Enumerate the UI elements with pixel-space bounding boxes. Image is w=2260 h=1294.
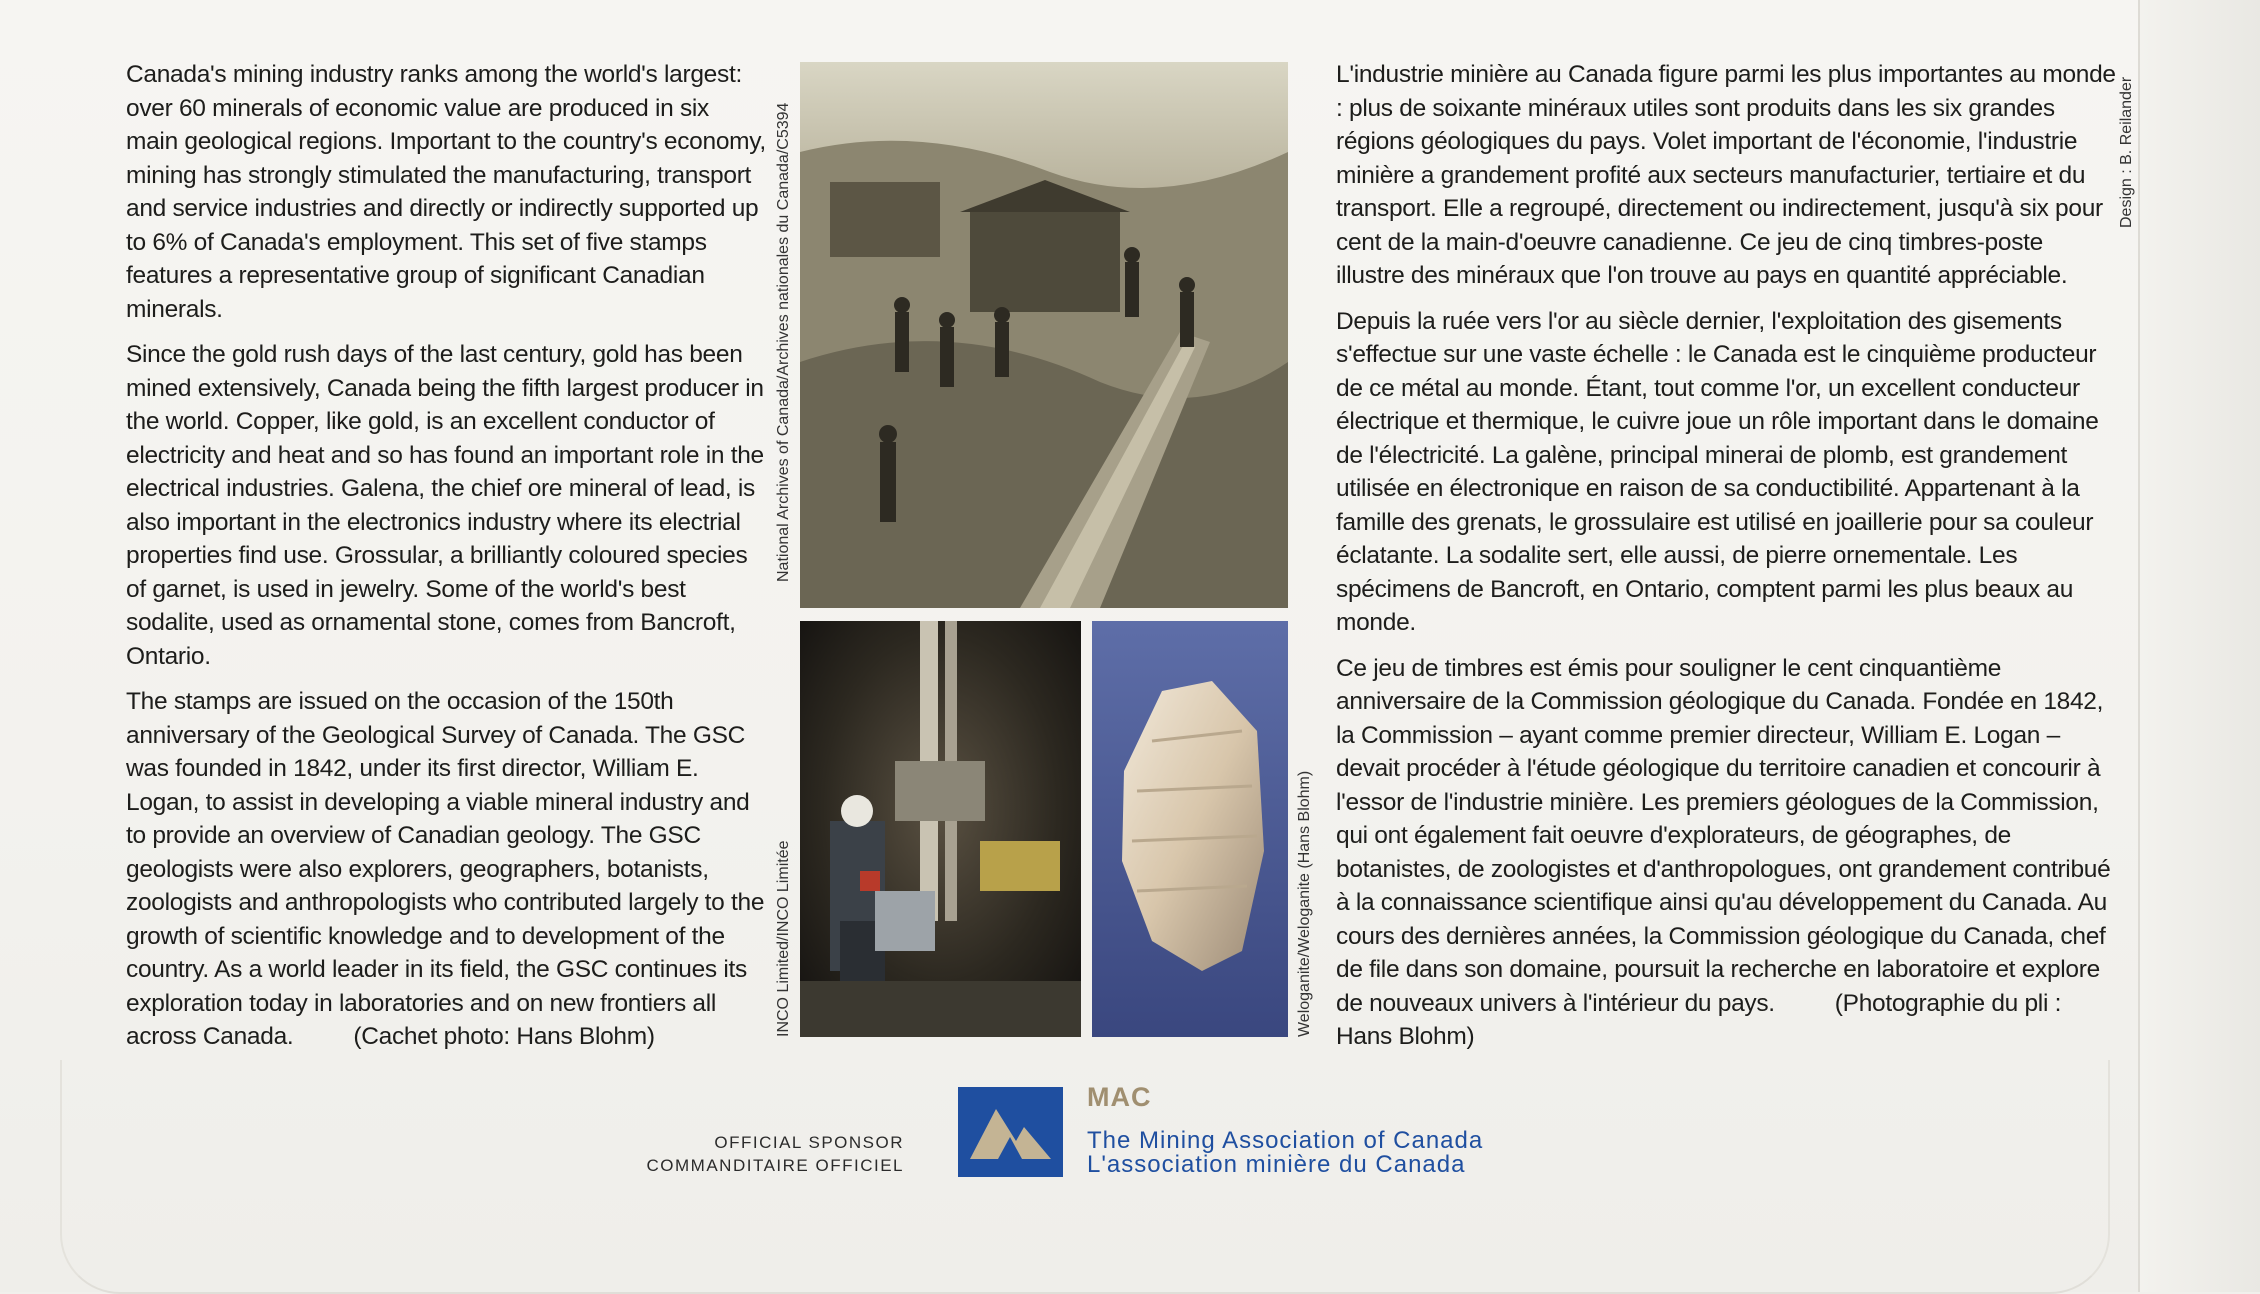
french-paragraph-2: Depuis la ruée vers l'or au siècle dernier, l'exploitation des gisements s'effectue sur une vaste échelle : le Canada est le cinquième producteur de ce métal au monde. Étant, tout comme l'or, un excellent conducteur électrique et thermique, le cuivre joue un rôle important dans le domaine de l'électricité. La galène, principal minerai de plomb, est grandement utilisée en électronique en raison de sa conductibilité. Appartenant à la famille des grenats, le grossulaire est utilisé en joaillerie pour sa couleur éclatante. La sodalite sert, elle aussi, de pierre ornementale. Les spécimens de Bancroft, en Ontario, comptent parmi les plus beaux au monde. [1336, 307, 2099, 636]
inco-photo-credit: INCO Limited/INCO Limitée [775, 840, 792, 1037]
french-photo-credit: (Photographie du pli : Hans Blohm) [1336, 989, 2062, 1050]
mac-abbreviation: MAC [1087, 1082, 1152, 1112]
envelope-bottom-flap [60, 1060, 2110, 1294]
design-credit: Design : B. Reilander [2118, 76, 2135, 228]
french-paragraph-1: L'industrie minière au Canada figure parmi les plus importantes au monde : plus de soixante minéraux utiles sont produits dans les six grandes régions géologiques du pays. Volet important de l'économie, l'industrie minière a grandement profité aux secteurs manufacturier, tertiaire et du transport. Elle a regroupé, directement ou indirectement, jusqu'à six pour cent de la main-d'oeuvre canadienne. Ce jeu de cinq timbres-poste illustre des minéraux que l'on trouve au pays en quantité appréciable. [1336, 61, 2116, 289]
mac-logo [958, 1087, 1063, 1177]
english-paragraph-2: Since the gold rush days of the last century, gold has been mined extensively, Canada being the fifth largest producer in the world. Copper, like gold, is an excellent conductor of electricity and heat and so has found an important role in the electrical industries. Galena, the chief ore mineral of lead, is also important in the electronics industry where its electrial properties find use. Grossular, a brilliantly coloured species of garnet, is used in jewelry. Some of the world's best sodalite, used as ornamental stone, comes from Bancroft, Ontario. [126, 341, 764, 670]
english-photo-credit: (Cachet photo: Hans Blohm) [353, 1023, 655, 1050]
sponsor-label-en: OFFICIAL SPONSOR [714, 1133, 904, 1152]
english-paragraph-3 [126, 685, 766, 1054]
french-text-column [1336, 58, 2116, 1066]
mac-full-name [1087, 1129, 1483, 1177]
english-paragraph-3-text: The stamps are issued on the occasion of the 150th anniversary of the Geological Survey of Canada. The GSC was founded in 1842, under its first director, William E. Logan, to assist in developing a viable mineral industry and to provide an overview of Canadian geology. The GSC geologists were also explorers, geographers, botanists, zoologists and anthropologists who contributed largely to the growth of scientific knowledge and to development of the country. As a world leader in its field, the GSC continues its exploration today in laboratories and on new frontiers all across Canada. [126, 688, 765, 1050]
underground-drilling-photo [800, 621, 1081, 1037]
mac-name-en: The Mining Association of Canada [1087, 1127, 1484, 1154]
envelope-side-flap [2138, 0, 2260, 1292]
mac-name-fr: L'association minière du Canada [1087, 1151, 1466, 1178]
archive-photo-credit: National Archives of Canada/Archives nationales du Canada/C5394 [775, 102, 792, 582]
french-paragraph-3 [1336, 652, 2116, 1054]
sponsor-label-fr: COMMANDITAIRE OFFICIEL [646, 1156, 904, 1175]
official-sponsor-label [647, 1131, 904, 1177]
english-paragraph-1: Canada's mining industry ranks among the world's largest: over 60 minerals of economic value are produced in six main geological regions. Important to the country's economy, mining has strongly stimulated the manufacturing, transport and service industries and directly or indirectly supported up to 6% of Canada's employment. This set of five stamps features a representative group of significant Canadian minerals. [126, 61, 766, 323]
gold-rush-archive-photo [800, 62, 1288, 608]
french-paragraph-3-text: Ce jeu de timbres est émis pour souligner le cent cinquantième anniversaire de la Commission géologique du Canada. Fondée en 1842, la Commission – ayant comme premier directeur, William E. Logan – devait procéder à l'étude géologique du territoire canadien et concourir à l'essor de l'industrie minière. Les premiers géologues de la Commission, qui ont également fait oeuvre d'explorateurs, de géographes, de botanistes, de zoologistes et d'anthropologues, ont grandement contribué à la connaissance scientifique ainsi qu'au développement du Canada. Au cours des dernières années, la Commission géologique du Canada, chef de file dans son domaine, poursuit la recherche en laboratoire et explore de nouveaux univers à l'intérieur du pays. [1336, 654, 2111, 1017]
weloganite-mineral-photo [1092, 621, 1288, 1037]
english-text-column [126, 58, 766, 1066]
mineral-photo-credit: Weloganite/Weloganite (Hans Blohm) [1296, 770, 1313, 1037]
